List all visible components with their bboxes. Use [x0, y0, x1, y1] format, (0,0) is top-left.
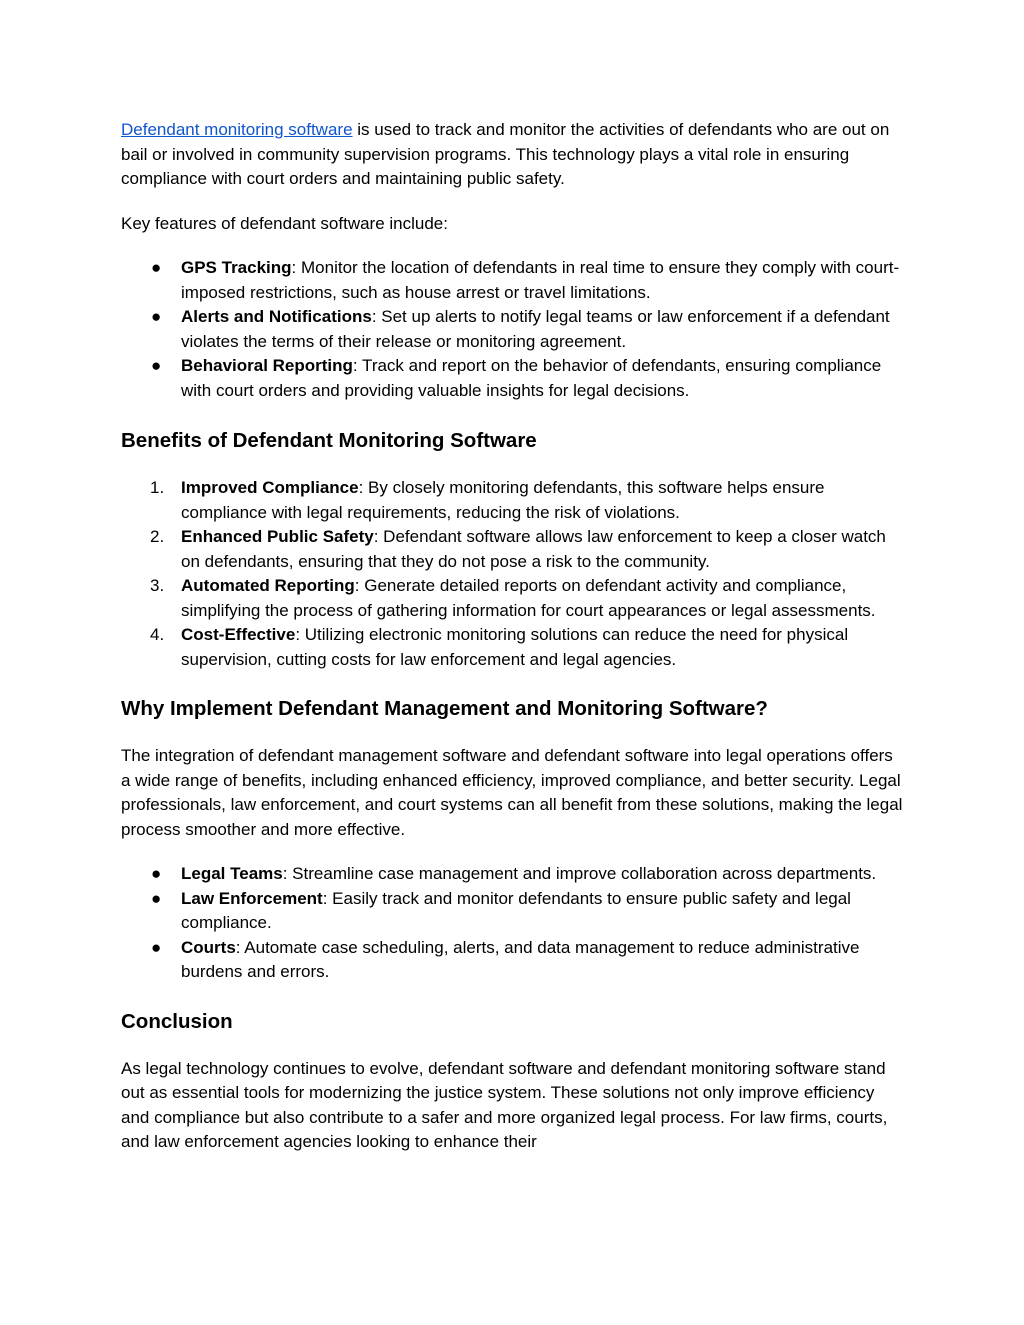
list-item — [121, 623, 904, 672]
benefit-text: : Utilizing electronic monitoring solutions can reduce the need for physical supervision, cutting costs for law enforcement and legal agencies. — [181, 625, 849, 669]
list-number: 4. — [150, 625, 165, 644]
feature-title: GPS Tracking — [181, 258, 292, 277]
list-item — [121, 936, 904, 985]
conclusion-heading: Conclusion — [121, 1009, 233, 1033]
benefit-title: Enhanced Public Safety — [181, 527, 374, 546]
features-list — [121, 256, 904, 403]
benefits-list — [121, 476, 904, 672]
list-item — [121, 862, 904, 887]
list-item — [121, 256, 904, 305]
benefit-text: : Generate detailed reports on defendant activity and compliance, simplifying the process of gathering information for court appearances or legal assessments. — [181, 576, 876, 620]
list-item — [121, 525, 904, 574]
stakeholder-title: Courts — [181, 937, 236, 957]
benefits-heading: Benefits of Defendant Monitoring Software — [121, 429, 537, 452]
benefit-title: Automated Reporting — [181, 576, 355, 595]
stakeholder-title: Legal Teams — [181, 864, 283, 883]
stakeholder-text: : Automate case scheduling, alerts, and data management to reduce administrative burdens and errors. — [181, 937, 860, 981]
feature-text: : Set up alerts to notify legal teams or law enforcement if a defendant violates the terms of their release or monitoring agreement. — [181, 307, 890, 351]
feature-title: Alerts and Notifications — [181, 307, 372, 326]
stakeholders-list — [121, 862, 904, 985]
why-paragraph: The integration of defendant management software and defendant software into legal operations offers a wide range of benefits, including enhanced efficiency, improved compliance, and better security. Legal professionals, law enforcement, and court systems can all benefit from these solutions, making the legal process smoother and more effective. — [121, 746, 903, 839]
intro-paragraph — [121, 118, 904, 192]
features-lead: Key features of defendant software include: — [121, 213, 448, 233]
feature-text: : Track and report on the behavior of defendants, ensuring compliance with court orders and providing valuable insights for legal decisions. — [181, 356, 882, 400]
list-item — [121, 574, 904, 623]
bullet-marker: ● — [151, 937, 162, 957]
bullet-marker: ● — [151, 888, 162, 908]
list-number: 3. — [150, 576, 165, 595]
bullet-marker: ● — [151, 356, 162, 375]
bullet-marker: ● — [151, 258, 162, 277]
why-heading: Why Implement Defendant Management and Monitoring Software? — [121, 697, 768, 720]
list-number: 2. — [150, 527, 165, 546]
benefit-text: : Defendant software allows law enforcement to keep a closer watch on defendants, ensuring that they do not pose a risk to the community. — [181, 527, 886, 571]
benefit-title: Improved Compliance — [181, 478, 359, 497]
bullet-marker: ● — [151, 307, 162, 326]
list-item — [121, 305, 904, 354]
stakeholder-title: Law Enforcement — [181, 888, 323, 908]
stakeholder-text: : Streamline case management and improve collaboration across departments. — [282, 864, 877, 883]
intro-text: is used to track and monitor the activities of defendants who are out on bail or involved in community supervision programs. This technology plays a vital role in ensuring compliance with court orders and maintaining public safety. — [121, 120, 890, 188]
benefit-title: Cost-Effective — [181, 625, 296, 644]
feature-title: Behavioral Reporting — [181, 356, 353, 375]
conclusion-paragraph: As legal technology continues to evolve, defendant software and defendant monitoring software stand out as essential tools for modernizing the justice system. These solutions not only improve efficiency and compliance but also contribute to a safer and more organized legal process. For law firms, courts, and law enforcement agencies looking to enhance their — [121, 1058, 888, 1151]
list-item — [121, 476, 904, 525]
stakeholder-text: : Easily track and monitor defendants to ensure public safety and legal compliance. — [181, 888, 851, 932]
list-item — [121, 887, 904, 936]
benefit-text: : By closely monitoring defendants, this software helps ensure compliance with legal requirements, reducing the risk of violations. — [181, 478, 825, 522]
feature-text: : Monitor the location of defendants in real time to ensure they comply with court-imposed restrictions, such as house arrest or travel limitations. — [181, 258, 900, 302]
list-item — [121, 354, 904, 403]
bullet-marker: ● — [151, 864, 162, 883]
list-number: 1. — [150, 478, 165, 497]
defendant-monitoring-software-link[interactable]: Defendant monitoring software — [121, 120, 353, 139]
